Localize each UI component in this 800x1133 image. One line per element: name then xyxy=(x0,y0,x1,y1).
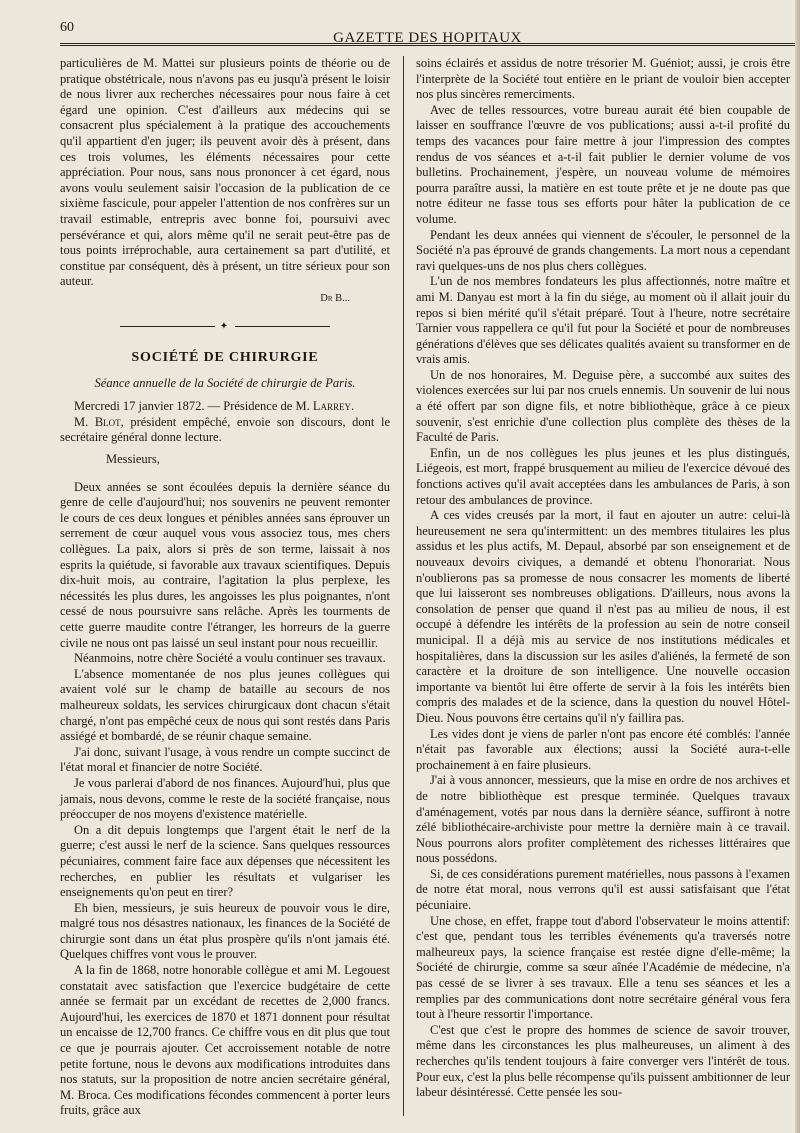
paragraph: J'ai à vous annoncer, messieurs, que la mise en ordre de nos archives et de notre bibliothèque est presque terminée. Quelques travaux d'aménagement, votés par nous dans la dernière séance, suffiront à notre zélé bibliothécaire-archiviste pour mettre la dernière main à ce travail. Nous pourrons alors profiter complètement des richesses littéraires que nous possédons. xyxy=(416,773,790,866)
ornamental-separator: ✦ xyxy=(60,319,390,335)
paragraph: Pendant les deux années qui viennent de s'écouler, le personnel de la Société n'a pas éprouvé de grands changements. La mort nous a cependant ravi quelques-uns de nos plus chers collègues. xyxy=(416,227,790,273)
paragraph: Deux années se sont écoulées depuis la dernière séance du genre de celle d'aujourd'hui; nos souvenirs ne peuvent remonter le cours de ces deux longues et pénibles années sans éprouver un serrement de cœur auquel vous vous associez tous, mes chers collègues. La paix, alors si près de son terme, laissait à nos esprits la quiétude, si favorable aux travaux scientifiques. Depuis dix-huit mois, au contraire, l'agitation la plus perplexe, les nécessités les plus dures, les angoisses les plus poignantes, n'ont cessé de nous poursuivre sans relâche. Après les tourments de cette guerre maudite contre l'étranger, les horreurs de la guerre civile ne nous ont pas laissé un seul instant pour nous recueillir. xyxy=(60,479,390,650)
paragraph: L'un de nos membres fondateurs les plus affectionnés, notre maître et ami M. Danyau est mort à la fin du siége, au moment où il allait jouir du repos si bien mérité qu'il s'était préparé. Tout à l'heure, notre secrétaire Tarnier vous rappellera ce qu'il fut pour la Société et pour de nombreuses générations d'élèves que ses délicates qualités avaient su transformer en de vrais amis. xyxy=(416,274,790,367)
journal-title: GAZETTE DES HOPITAUX xyxy=(333,30,522,46)
paragraph: Une chose, en effet, frappe tout d'abord l'observateur le moins attentif: c'est que, pendant tous les terribles événements qu'a traversés notre malheureux pays, la science française est restée digne d'elle-même; la Société de chirurgie, comme sa sœur aînée l'Académie de médecine, n'a pas cessé de se livrer à ses travaux. Elle a tenu ses séances et les a remplies par des communications dont notre secrétaire général vous fera tout à l'heure ressortir l'importance. xyxy=(416,913,790,1022)
paragraph: Un de nos honoraires, M. Deguise père, a succombé aux suites des violences exercées sur lui par nos cruels ennemis. Un souvenir de lui nous a été offert par son digne fils, et notre bibliothèque, grâce à ce pieux souvenir, s'est enrichie d'une collection plus complète des thèses de la Faculté de Paris. xyxy=(416,367,790,445)
paragraph: On a dit depuis longtemps que l'argent était le nerf de la guerre; c'est aussi le nerf de la science. Sans quelques ressources pécuniaires, comment faire face aux dépenses que nécessitent les recherches, en publier les résultats et vulgariser les enseignements qu'on peut en tirer? xyxy=(60,822,390,900)
paragraph: Enfin, un de nos collègues les plus jeunes et les plus distingués, Liégeois, est mort, frappé brusquement au milieu de l'exercice dévoué des fonctions actives qu'il avait acceptées dans les ambulances de Paris, à son retour des ambulances de province. xyxy=(416,445,790,507)
paragraph: particulières de M. Mattei sur plusieurs points de théorie ou de pratique obstétricale, nous n'avons pas eu jusqu'à présent le loisir de nous livrer aux recherches nécessaires pour nous faire à cet égard une opinion. C'est d'ailleurs aux médecins qui se consacrent plus spécialement à la pratique des accouchements qu'il appartient d'en juger; ils peuvent avoir dès à présent, dans ces trois volumes, les éléments nécessaires pour cette appréciation. Pour nous, sans nous prononcer à cet égard, nous avons voulu seulement saisir l'occasion de la publication de ce sixième fascicule, pour appeler l'attention de nos confrères sur un travail estimable, entrepris avec bonne foi, poursuivi avec persévérance et qui, alors même qu'il ne serait peut-être pas de tous points irréprochable, aura certainement sa part d'utilité, et constitue par conséquent, dès à présent, un titre sérieux pour son auteur. xyxy=(60,56,390,289)
session-date: Mercredi 17 janvier 1872. — Présidence de M. Larrey. xyxy=(74,399,355,414)
page-number: 60 xyxy=(60,20,74,35)
section-heading: SOCIÉTÉ DE CHIRURGIE xyxy=(131,350,319,366)
paragraph: Eh bien, messieurs, je suis heureux de pouvoir vous le dire, malgré tous nos désastres nationaux, les finances de la Société de chirurgie sont dans un état plus prospère qu'ils n'ont jamais été. Quelques chiffres vont vous le prouver. xyxy=(60,900,390,962)
left-column xyxy=(60,56,390,1119)
paragraph: Les vides dont je viens de parler n'ont pas encore été comblés: l'année n'était pas favorable aux élections; aussi la Société aura-t-elle prochainement à en faire plusieurs. xyxy=(416,726,790,772)
right-column xyxy=(416,56,790,1101)
paragraph: soins éclairés et assidus de notre trésorier M. Guéniot; aussi, je crois être l'interprète de la Société tout entière en le priant de vouloir bien accepter nos plus sincères remerciments. xyxy=(416,56,790,102)
paragraph: Si, de ces considérations purement matérielles, nous passons à l'examen de notre état moral, nous verrons qu'il est aussi satisfaisant que l'état pécuniaire. xyxy=(416,866,790,913)
session-title: Séance annuelle de la Société de chirurgie de Paris. xyxy=(94,375,356,390)
paragraph: Je vous parlerai d'abord de nos finances. Aujourd'hui, plus que jamais, nous devons, comme le reste de la société française, nous préoccuper de nos moyens d'existence matérielle. xyxy=(60,775,390,822)
paragraph: A ces vides creusés par la mort, il faut en ajouter un autre: celui-là heureusement ne sera qu'intermittent: un des membres titulaires les plus assidus et les plus actifs, M. Depaul, absorbé par son enseignement et de nouveaux devoirs civiques, a demandé et obtenu l'honorariat. Nous n'oublierons pas sa promesse de nous consacrer les moments de liberté que lui laisseront ses nombreuses obligations. D'ailleurs, nous avons la consolation de penser que quand il n'est pas au milieu de nous, il est occupé à défendre les intérêts de la profession au sein de notre conseil municipal. Il a déjà mis au service de nos institutions médicales et hospitalières, dans la discussion sur les asiles d'aliénés, la fermeté de son caractère et la droiture de son intelligence. Une nouvelle occasion importante va bientôt lui être offerte de servir à la fois les intérêts bien compris des malades et de la science, dans la question du nouvel Hôtel-Dieu. Nous pouvons être certains qu'il n'y faillira pas. xyxy=(416,508,790,725)
binding-edge xyxy=(795,0,800,1133)
paragraph: Avec de telles ressources, votre bureau aurait été bien coupable de laisser en souffrance l'œuvre de vos publications; aussi a-t-il profité du temps des vacances pour faire mettre à jour l'impression des comptes rendus de vos séances et a-t-il fait publier le dernier volume de vos bulletins. Prochainement, j'espère, un nouveau volume de mémoires pourra paraître aussi, la matière en est toute prête et je ne doute pas que notre éditeur ne fasse tous ses efforts pour hâter la publication de ce volume. xyxy=(416,102,790,226)
salutation: Messieurs, xyxy=(106,452,160,467)
paragraph: A la fin de 1868, notre honorable collègue et ami M. Legouest constatait avec satisfaction que l'exercice budgétaire de cette année se fermait par un excédant de recettes de 2,000 francs. Aujourd'hui, les exercices de 1870 et 1871 donnent pour résultat un encaisse de 12,700 francs. Ce chiffre vous en dit plus que tout ce que je pourrais ajouter. Cet accroissement notable de notre petite fortune, nous le devons aux modifications introduites dans nos statuts, sur la proposition de notre ancien secrétaire général, M. Broca. Ces modifications fécondes commencent à porter leurs fruits, grâce aux xyxy=(60,963,390,1118)
paragraph: Néanmoins, notre chère Société a voulu continuer ses travaux. xyxy=(74,651,386,666)
paragraph: C'est que c'est le propre des hommes de science de savoir trouver, même dans les circonstances les plus malheureuses, un aliment à des recherches qu'ils tendent toujours à faire converger vers l'intérêt de tous. Pour eux, c'est la plus belle récompense qu'ils puissent ambitionner de leur labeur désintéressé. Cette pensée les sou- xyxy=(416,1022,790,1100)
paragraph: M. Blot, président empêché, envoie son discours, dont le secrétaire général donne lecture. xyxy=(60,414,391,445)
speaker-name: M. Blot, xyxy=(74,414,124,429)
author-signature: Dr B... xyxy=(320,292,350,304)
president-name: Larrey. xyxy=(312,399,355,414)
paragraph: L'absence momentanée de nos plus jeunes collègues qui avaient volé sur le champ de bataille au secours de nos malheureux soldats, les services chirurgicaux dont chacun s'était chargé, n'ont pas empêché ceux de nous qui sont restés dans Paris assiégé et bombardé, de se réunir chaque semaine. xyxy=(60,666,390,744)
paragraph: J'ai donc, suivant l'usage, à vous rendre un compte succinct de l'état moral et financier de notre Société. xyxy=(60,744,390,775)
header-rule xyxy=(60,43,798,46)
column-divider xyxy=(403,56,404,1116)
